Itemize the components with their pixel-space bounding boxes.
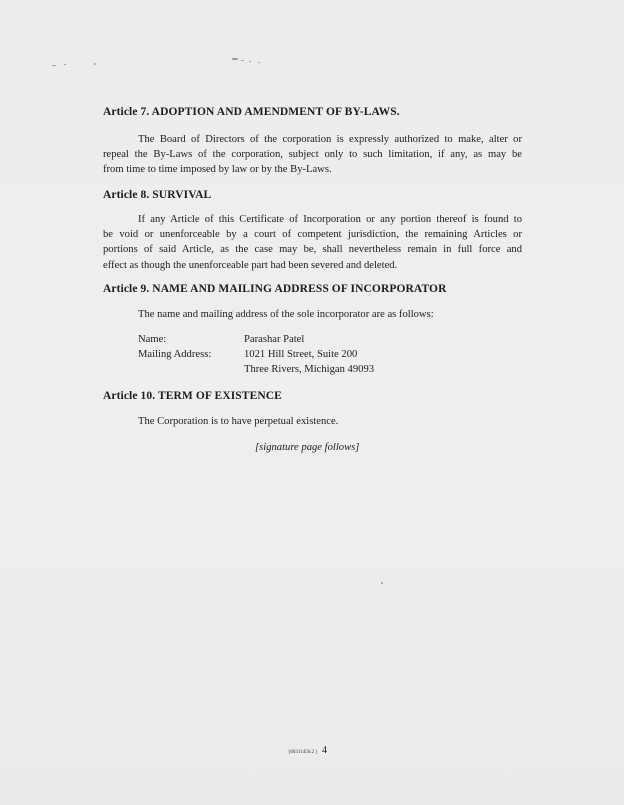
article-7-paragraph [103, 132, 522, 178]
article-10-heading: Article 10. TERM OF EXISTENCE [103, 390, 282, 402]
document-code: {60311456:2 } [288, 750, 318, 755]
article-7-heading: Article 7. ADOPTION AND AMENDMENT OF BY-LAWS. [103, 106, 400, 118]
scan-speck [241, 60, 244, 61]
signature-page-note: [signature page follows] [255, 442, 360, 453]
article-8-line: be void or unenforceable by a court of competent jurisdiction, the remaining Articles or [103, 229, 522, 241]
scan-speck [381, 582, 383, 584]
article-9-heading: Article 9. NAME AND MAILING ADDRESS OF INCORPORATOR [103, 283, 447, 295]
article-9-intro: The name and mailing address of the sole incorporator are as follows: [138, 309, 434, 320]
scan-speck [52, 65, 56, 66]
article-8-heading: Article 8. SURVIVAL [103, 189, 212, 201]
scan-speck [64, 64, 66, 65]
article-8-paragraph [103, 212, 522, 273]
page-number: 4 [322, 745, 327, 756]
address-line-2: Three Rivers, Michigan 49093 [244, 364, 375, 375]
article-10-text: The Corporation is to have perpetual existence. [138, 416, 339, 427]
incorporator-name: Parashar Patel [244, 334, 305, 345]
scan-speck [258, 62, 260, 63]
scan-speck [232, 58, 238, 60]
address-line-1: 1021 Hill Street, Suite 200 [244, 349, 358, 360]
article-7-line: The Board of Directors of the corporation is expressly authorized to make, alter or [138, 134, 522, 145]
article-8-line: effect as though the unenforceable part had been severed and deleted. [103, 259, 398, 271]
name-label: Name: [138, 334, 167, 345]
scan-speck [249, 61, 251, 62]
article-8-line: If any Article of this Certificate of Incorporation or any portion thereof is found to [138, 214, 522, 225]
article-7-line: from time to time imposed by law or by the By-Laws. [103, 164, 332, 176]
article-8-line: portions of said Article, as the case may be, shall nevertheless remain in full force and [103, 244, 522, 256]
mailing-address-label: Mailing Address: [138, 349, 212, 360]
article-7-line: repeal the By-Laws of the corporation, subject only to such limitation, if any, as may be [103, 149, 522, 161]
scan-speck [94, 63, 96, 65]
